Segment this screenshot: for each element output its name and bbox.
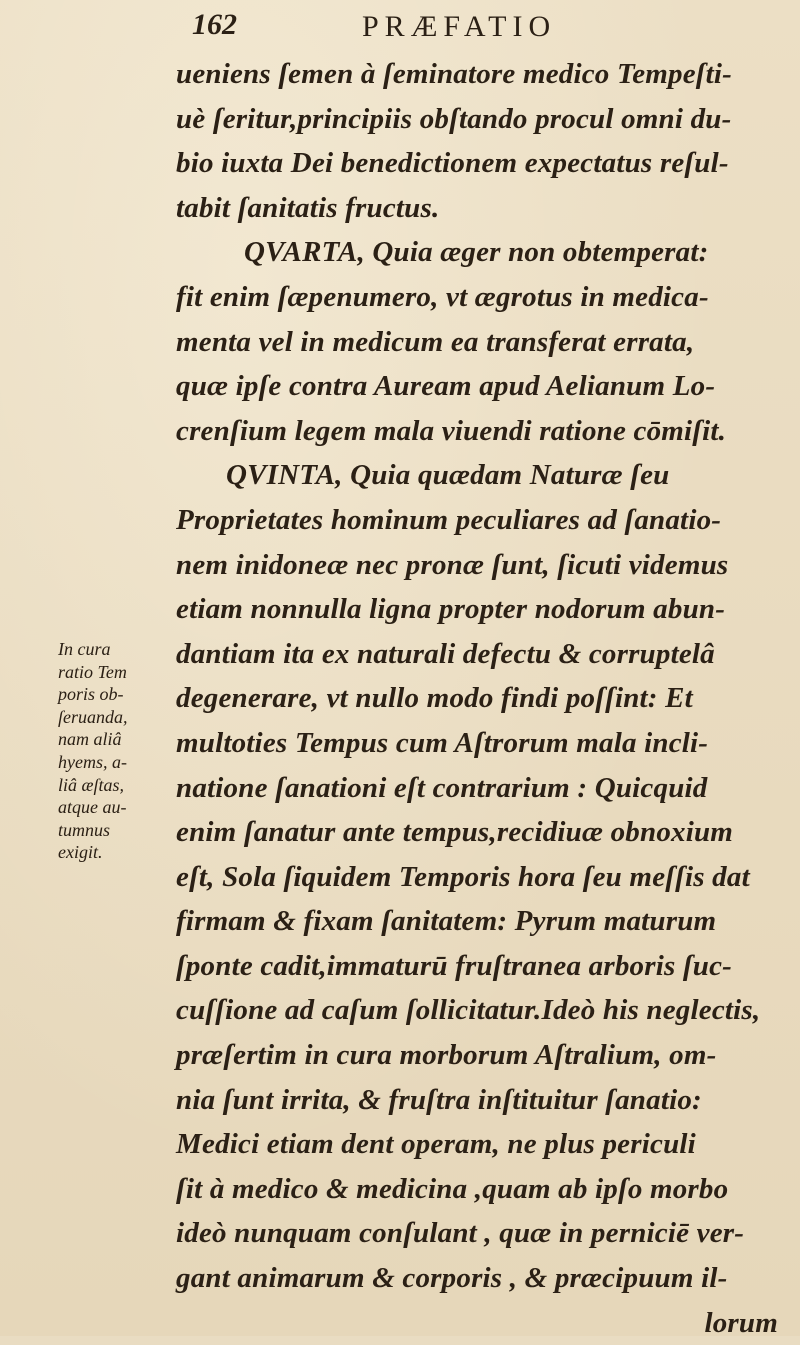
main-text-block bbox=[176, 52, 796, 1345]
marginal-line: ratio Tem bbox=[58, 661, 127, 682]
text-line: enim ſanatur ante tempus,recidiuæ obnoxium bbox=[176, 816, 734, 849]
text-line: menta vel in medicum ea transferat errata, bbox=[176, 325, 695, 358]
text-line: fit enim ſæpenumero, vt ægrotus in medica- bbox=[176, 280, 709, 313]
marginal-note bbox=[58, 638, 178, 864]
text-line: nia ſunt irrita, & fruſtra inſtituitur ſanatio: bbox=[176, 1083, 702, 1116]
marginal-line: tumnus bbox=[58, 819, 111, 840]
text-line: ſit à medico & medicina ,quam ab ipſo morbo bbox=[176, 1172, 729, 1205]
text-line: Medici etiam dent operam, ne plus periculi bbox=[176, 1128, 696, 1161]
marginal-line: ſeruanda, bbox=[58, 706, 128, 727]
text-line: etiam nonnulla ligna propter nodorum abun- bbox=[176, 593, 726, 626]
marginal-line: poris ob- bbox=[58, 684, 124, 705]
text-line: ſponte cadit,immaturū fruſtranea arboris ſuc- bbox=[176, 949, 733, 982]
text-line: ueniens ſemen à ſeminatore medico Tempeſti- bbox=[176, 58, 733, 90]
text-line: uè ſeritur,principiis obſtando procul omni du- bbox=[176, 102, 732, 135]
text-line: QVINTA, Quia quædam Naturæ ſeu bbox=[226, 459, 670, 492]
marginal-line: exigit. bbox=[58, 842, 103, 863]
catchword: lorum bbox=[704, 1306, 778, 1339]
text-line: quæ ipſe contra Auream apud Aelianum Lo- bbox=[176, 370, 716, 403]
text-line: cuſſione ad caſum ſollicitatur.Ideò his neglectis, bbox=[176, 994, 761, 1027]
text-line: QVARTA, Quia æger non obtemperat: bbox=[244, 236, 709, 269]
text-line: gant animarum & corporis , & præcipuum il- bbox=[176, 1262, 728, 1295]
text-line: bio iuxta Dei benedictionem expectatus reſul- bbox=[176, 147, 729, 180]
text-line: præſertim in cura morborum Aſtralium, om- bbox=[176, 1039, 717, 1072]
text-line: degenerare, vt nullo modo findi poſſint: Et bbox=[176, 682, 693, 715]
text-line: Proprietates hominum peculiares ad ſanatio- bbox=[176, 503, 722, 536]
running-head-title: PRÆFATIO bbox=[362, 10, 557, 43]
marginal-line: atque au- bbox=[58, 797, 127, 818]
text-line: firmam & fixam ſanitatem: Pyrum maturum bbox=[176, 905, 717, 938]
text-line: dantiam ita ex naturali defectu & corruptelâ bbox=[176, 637, 715, 670]
marginal-line: hyems, a- bbox=[58, 751, 127, 772]
running-head bbox=[192, 8, 612, 48]
marginal-line: In cura bbox=[58, 639, 111, 659]
text-line: natione ſanationi eſt contrarium : Quicquid bbox=[176, 771, 708, 804]
marginal-line: liâ æſtas, bbox=[58, 774, 125, 795]
text-line: multoties Tempus cum Aſtrorum mala incli- bbox=[176, 726, 709, 759]
text-line: crenſium legem mala viuendi ratione cōmiſit. bbox=[176, 414, 727, 447]
text-line: ideò nunquam conſulant , quæ in perniciē ver- bbox=[176, 1217, 745, 1250]
page-number: 162 bbox=[192, 8, 237, 41]
marginal-line: nam aliâ bbox=[58, 729, 122, 750]
text-line: eſt, Sola ſiquidem Temporis hora ſeu meſſis dat bbox=[176, 860, 750, 893]
text-line: nem inidoneæ nec pronæ ſunt, ſicuti videmus bbox=[176, 548, 729, 581]
text-line: tabit ſanitatis fructus. bbox=[176, 191, 440, 224]
